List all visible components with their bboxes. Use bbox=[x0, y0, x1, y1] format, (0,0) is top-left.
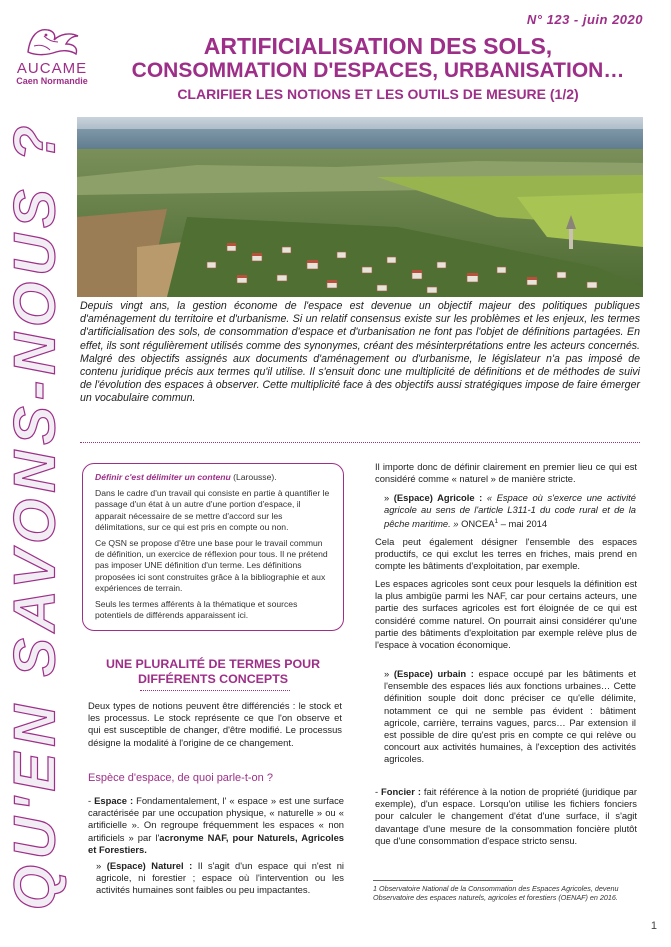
page-title bbox=[100, 34, 656, 103]
issue-number: N° 123 - juin 2020 bbox=[526, 12, 643, 27]
section-paragraph-1: Deux types de notions peuvent être différenciés : le stock et les processus. Le stock représente ce que l'on observe et qui est susceptible de changer, d'être modifié. Le processus désigne la modalité à l'origine de ce changement. bbox=[88, 700, 342, 748]
logo-brand: AUCAME bbox=[16, 60, 88, 77]
section-divider bbox=[140, 690, 290, 691]
naturel-definition: » (Espace) Naturel : Il s'agit d'un espace qui n'est ni agricole, ni forestier ; espace où l'intervention ou les activités humaines sont faibles ou peu impactantes. bbox=[96, 860, 344, 896]
urbain-definition: » (Espace) urbain : espace occupé par les bâtiments et l'ensemble des espaces liés aux fonctions urbaines… Cette définition souple doit donc préciser ce qu'elle délimite, notamment ce qui ne semble pas évident : bâtiment agricole, carrière, terrains vagues, parcs… Par extension il est possible de dire qu'est pris en compte ce qui relève ou concourt aux activités humaines, à l'exception des activités agricoles. bbox=[384, 668, 636, 765]
banner-text: QU'EN SAVONS-NOUS ? bbox=[2, 119, 68, 911]
footnote: 1 Observatoire National de la Consommation des Espaces Agricoles, devenu Observatoire des espaces naturels, agricoles et forestiers (OENAF) en 2016. bbox=[373, 884, 619, 902]
section-heading bbox=[88, 657, 338, 687]
title-line-3: CLARIFIER LES NOTIONS ET LES OUTILS DE MESURE (1/2) bbox=[177, 86, 579, 102]
definition-box bbox=[82, 463, 344, 631]
aerial-photo bbox=[77, 117, 643, 297]
section-heading-line-1: UNE PLURALITÉ DE TERMES POUR bbox=[105, 657, 321, 671]
subheading: Espèce d'espace, de quoi parle-t-on ? bbox=[88, 772, 273, 784]
section-heading-line-2: DIFFÉRENTS CONCEPTS bbox=[137, 672, 289, 686]
footnote-divider bbox=[373, 880, 513, 881]
aucame-logo bbox=[14, 22, 90, 86]
box-paragraph-2: Ce QSN se propose d'être une base pour le travail commun de définition, un exercice de réflexion pour tous. Il ne prétend pas imposer UNE définition d'un terme. Les définitions proposées ici sont construites grâce à la bibliographie et aux expériences de terrain. bbox=[95, 538, 328, 593]
intro-divider bbox=[80, 442, 640, 443]
espace-definition: - Espace : Fondamentalement, l' « espace » est une surface caractérisée par une occupation physique, « naturelle » ou « artificielle ». On regroupe fréquemment les espaces « non artificiels » par l'acronyme NAF, pour Naturels, Agricoles et Forestiers. bbox=[88, 795, 344, 855]
agricole-definition: » (Espace) Agricole : « Espace où s'exerce une activité agricole au sens de l'article L311-1 du code rural et de la pêche maritime. » ONCEA$^1$ – mai 2014 bbox=[384, 492, 636, 530]
logo-city: Caen Normandie bbox=[16, 76, 88, 86]
foncier-definition: - Foncier : fait référence à la notion de propriété (juridique par exemple), d'un espace. Lorsqu'on utilise les fichiers fonciers pour calculer le changement d'état d'une surface, il s'agit davantage d'une mesure de la consommation foncière plutôt que d'une consommation d'espace stricto sensu. bbox=[375, 786, 637, 846]
title-line-2: CONSOMMATION D'ESPACES, URBANISATION… bbox=[131, 59, 625, 82]
box-paragraph-1: Dans le cadre d'un travail qui consiste en partie à quantifier le passage d'un état à un autre d'une portion d'espace, il apparait nécessaire de se mettre d'accord sur les délimitations, sur ce qui est pris en compte ou non. bbox=[95, 488, 330, 532]
right-paragraph-3: Les espaces agricoles sont ceux pour lesquels la définition est la plus ambigüe parmi les NAF, car pour certains acteurs, une partie des surfaces agricoles est fort éloignée de ce qui est considéré comme naturel. On pourrait ainsi considérer qu'une partie des bâtiments d'exploitation par exemple relève plus de l'espace à vocation économique. bbox=[375, 578, 637, 651]
page-number: 1 bbox=[650, 920, 657, 932]
intro-paragraph: Depuis vingt ans, la gestion économe de l'espace est devenue un objectif majeur des politiques publiques d'aménagement du territoire et d'urbanisme. Si un relatif consensus existe sur les problèmes et les enjeux, les termes d'artificialisation des sols, de consommation d'espace et d'urbanisation ne font pas l'objet de définitions partagées. En effet, ils sont régulièrement utilisés comme des synonymes, créant des mésinterprétations entre les acteurs concernés. Malgré des objectifs assignés aux documents d'aménagement ou d'urbanisme, le législateur n'a pas imposé de contenu juridique précis aux termes qu'il utilise. Il s'ensuit donc une multiplicité de définitions et de méthodes de suivi de l'évolution des espaces à observer. Cette multiplicité face à des objectifs aussi stratégiques impose de faire émerger un vocabulaire commun. bbox=[80, 300, 640, 405]
right-paragraph-1: Il importe donc de définir clairement en premier lieu ce qui est considéré comme « naturel » de manière stricte. bbox=[375, 461, 637, 485]
box-paragraph-3: Seuls les termes afférents à la thématique et sources potentiels de différends apparaissent ici. bbox=[95, 599, 298, 621]
box-quote: Définir c'est délimiter un contenu (Larousse). bbox=[95, 472, 277, 482]
title-line-1: ARTIFICIALISATION DES SOLS, bbox=[203, 33, 553, 59]
bird-logo-icon bbox=[14, 22, 90, 58]
right-paragraph-2: Cela peut également désigner l'ensemble des espaces productifs, ce qui exclut les terres en friches, mais prend en compte les bâtiments d'exploitation, par exemple. bbox=[375, 536, 637, 572]
vertical-banner bbox=[0, 120, 70, 910]
